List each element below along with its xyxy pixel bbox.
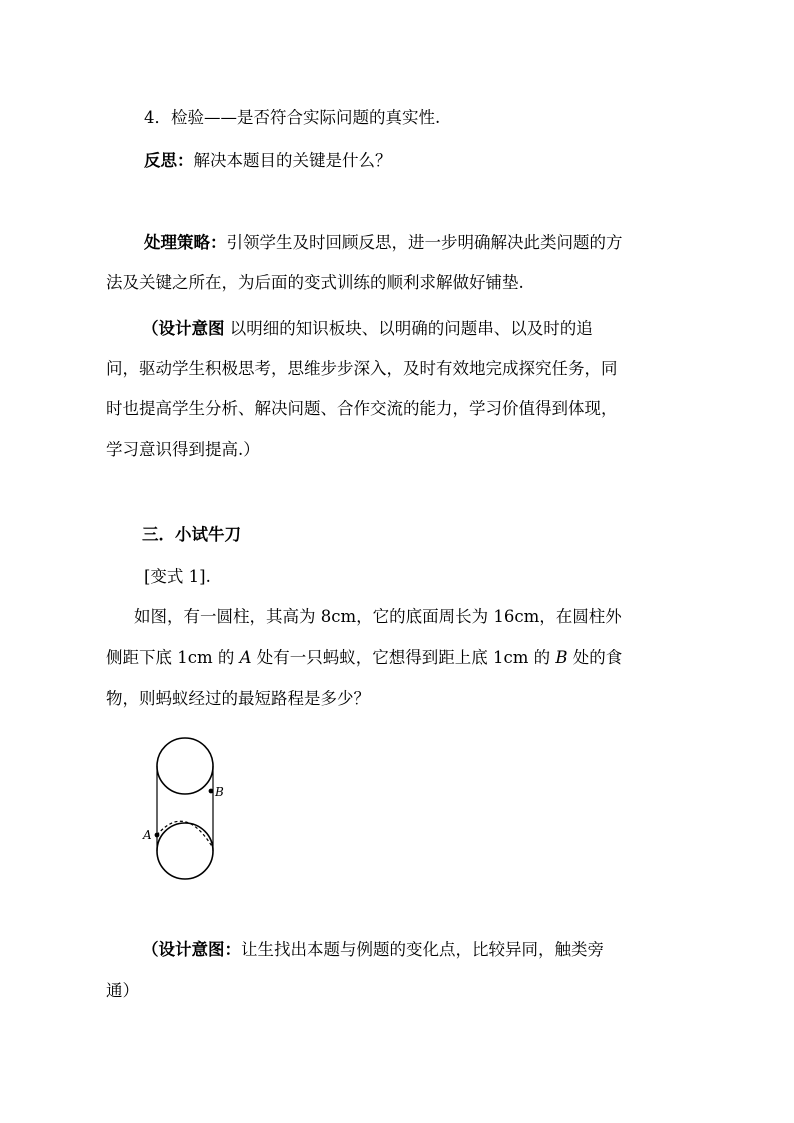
problem-line-2 xyxy=(106,648,622,668)
section-3-heading: 三．小试牛刀 xyxy=(142,525,241,544)
problem-line-2-part-a: 侧距下底 1cm 的 xyxy=(106,648,240,667)
strategy-label: 处理策略： xyxy=(144,233,227,252)
intent-1-line-1 xyxy=(142,319,593,339)
point-b-label: B xyxy=(555,648,568,667)
reflection-text: 解决本题目的关键是什么？ xyxy=(193,151,392,170)
problem-line-1: 如图，有一圆柱，其高为 8cm，它的底面周长为 16cm，在圆柱外 xyxy=(134,607,622,626)
point-b-dot xyxy=(209,789,214,794)
reflection-label: 反思： xyxy=(144,151,194,170)
figure-label-b: B xyxy=(215,785,224,799)
point-a-label: A xyxy=(239,648,252,667)
strategy-text-1: 引领学生及时回顾反思，进一步明确解决此类问题的方 xyxy=(226,233,623,252)
problem-line-2-part-b: 处有一只蚂蚁，它想得到距上底 1cm 的 xyxy=(251,648,556,667)
cylinder-figure xyxy=(140,728,230,888)
intent-2-line-2: 通） xyxy=(106,981,139,1000)
intent-1-text-1: 以明细的知识板块、以明确的问题串、以及时的追 xyxy=(224,319,593,338)
step-4-text: 4．检验——是否符合实际问题的真实性. xyxy=(144,108,441,127)
top-circle xyxy=(157,738,213,794)
intent-2-text-1: 让生找出本题与例题的变化点，比较异同，触类旁 xyxy=(241,940,604,959)
problem-line-2-part-c: 处的食 xyxy=(567,648,623,667)
bottom-circle xyxy=(157,823,213,879)
reflection-line xyxy=(144,151,392,171)
hidden-path xyxy=(157,821,213,848)
point-a-dot xyxy=(155,833,160,838)
figure-label-a: A xyxy=(143,828,152,842)
intent-2-label: （设计意图： xyxy=(142,940,241,959)
strategy-line-1 xyxy=(144,233,623,253)
intent-1-line-2: 问，驱动学生积极思考，思维步步深入，及时有效地完成探究任务，同 xyxy=(106,359,618,378)
intent-2-line-1 xyxy=(142,940,604,960)
problem-line-3: 物，则蚂蚁经过的最短路程是多少？ xyxy=(106,689,370,708)
intent-1-line-4: 学习意识得到提高.） xyxy=(106,440,260,459)
variant-label: [变式 1]. xyxy=(144,567,211,586)
intent-1-label: （设计意图 xyxy=(142,319,225,338)
strategy-line-2: 法及关键之所在，为后面的变式训练的顺利求解做好铺垫. xyxy=(106,273,524,292)
intent-1-line-3: 时也提高学生分析、解决问题、合作交流的能力，学习价值得到体现， xyxy=(106,399,618,418)
